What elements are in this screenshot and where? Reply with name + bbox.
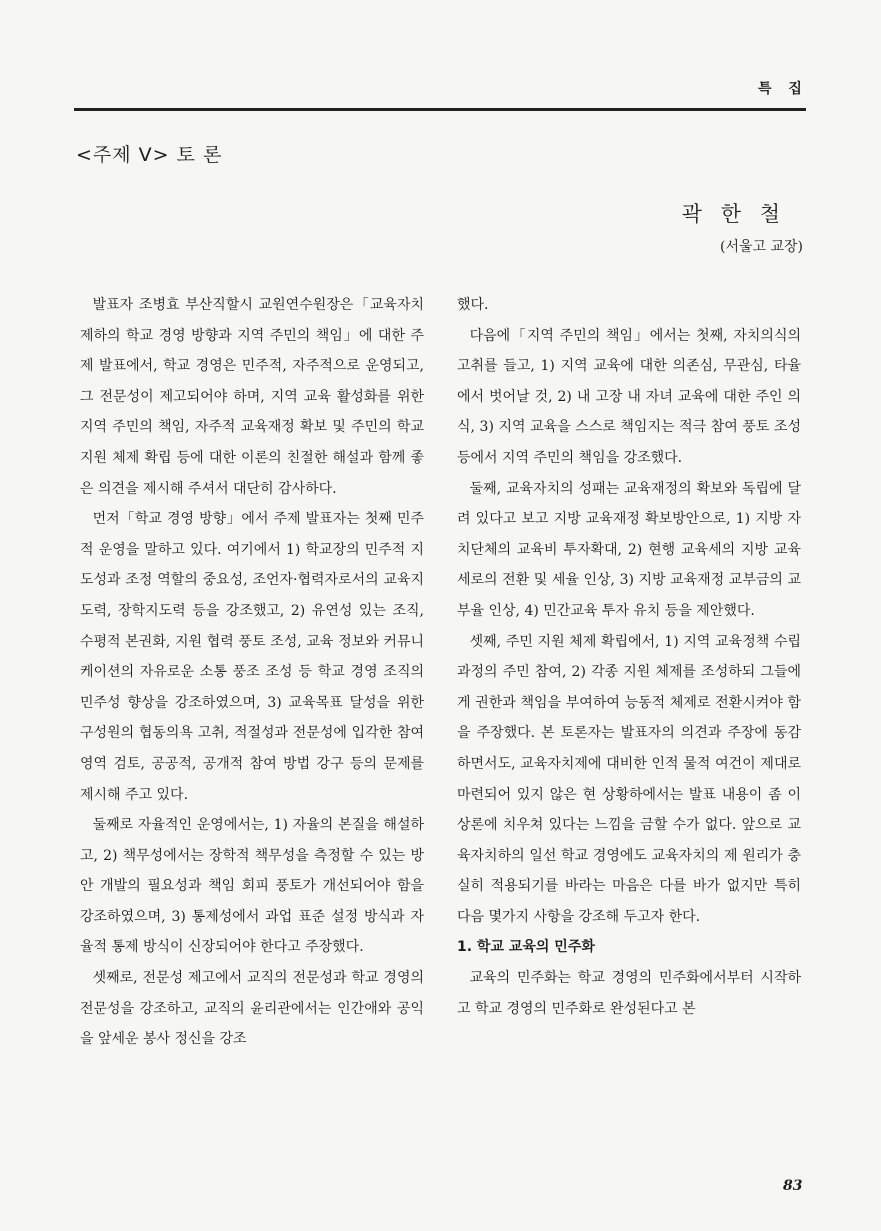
paragraph: 셋째, 주민 지원 체제 확립에서, 1) 지역 교육정책 수립 과정의 주민 참여, 2) 각종 지원 체제를 조성하되 그들에게 권한과 책임을 부여하여 능동적 체제로 전환시켜야 함을 주장했다. 본 토론자는 발표자의 의견과 주장에 동감하면서도, 교육자치제에 대비한 인적 물적 여건이 제대로 마련되어 있지 않은 현 상황하에서는 발표 내용이 좀 이상론에 치우쳐 있다는 느낌을 금할 수가 없다. 앞으로 교육자치하의 일선 학교 경영에도 교육자치의 제 원리가 충실히 적용되기를 바라는 마음은 다를 바가 없지만 특히 다음 몇가지 사항을 강조해 두고자 한다. bbox=[457, 633, 801, 925]
right-column bbox=[457, 290, 801, 1024]
paragraph: 둘째, 교육자치의 성패는 교육재정의 확보와 독립에 달려 있다고 보고 지방 교육재정 확보방안으로, 1) 지방 자치단체의 교육비 투자확대, 2) 현행 교육세의 지방 교육세로의 전환 및 세율 인상, 3) 지방 교육재정 교부금의 교부율 인상, 4) 민간교육 투자 유치 등을 제안했다. bbox=[457, 480, 801, 619]
section-title: <주제 V> 토 론 bbox=[76, 144, 223, 166]
author-name: 곽 한 철 bbox=[681, 202, 786, 226]
section-header-label: 특 집 bbox=[758, 81, 808, 97]
paragraph: 둘째로 자율적인 운영에서는, 1) 자율의 본질을 해설하고, 2) 책무성에서는 장학적 책무성을 측정할 수 있는 방안 개발의 필요성과 책임 회피 풍토가 개선되어야 함을 강조하였으며, 3) 통제성에서 과업 표준 설정 방식과 자율적 통제 방식이 신장되어야 한다고 주장했다. bbox=[80, 817, 424, 956]
paragraph: 다음에「지역 주민의 책임」에서는 첫째, 자치의식의 고취를 들고, 1) 지역 교육에 대한 의존심, 무관심, 타율에서 벗어날 것, 2) 내 고장 내 자녀 교육에 대한 주인 의식, 3) 지역 교육을 스스로 책임지는 적극 참여 풍토 조성 등에서 지역 주민의 책임을 강조했다. bbox=[457, 327, 801, 466]
paragraph: 교육의 민주화는 학교 경영의 민주화에서부터 시작하고 학교 경영의 민주화로 완성된다고 본 bbox=[457, 970, 801, 1017]
paragraph: 셋째로, 전문성 제고에서 교직의 전문성과 학교 경영의 전문성을 강조하고, 교직의 윤리관에서는 인간애와 공익을 앞세운 봉사 정신을 강조 bbox=[80, 970, 424, 1048]
paragraph: 먼저「학교 경영 방향」에서 주제 발표자는 첫째 민주적 운영을 말하고 있다. 여기에서 1) 학교장의 민주적 지도성과 조정 역할의 중요성, 조언자·협력자로서의 교육지도력, 장학지도력 등을 강조했고, 2) 유연성 있는 조직, 수평적 본권화, 지원 협력 풍토 조성, 교육 정보와 커뮤니케이션의 자유로운 소통 풍조 조성 등 학교 경영 조직의 민주성 향상을 강조하였으며, 3) 교육목표 달성을 위한 구성원의 협동의욕 고취, 적절성과 전문성에 입각한 참여 영역 검토, 공공적, 공개적 참여 방법 강구 등의 문제를 제시해 주고 있다. bbox=[80, 511, 424, 803]
subheading: 1. 학교 교육의 민주화 bbox=[457, 939, 595, 956]
header-rule bbox=[74, 108, 806, 111]
page-number: 83 bbox=[783, 1178, 803, 1194]
author-affiliation: (서울고 교장) bbox=[720, 239, 803, 255]
left-column bbox=[80, 290, 424, 1055]
paragraph: 발표자 조병효 부산직할시 교원연수원장은「교육자치제하의 학교 경영 방향과 지역 주민의 책임」에 대한 주제 발표에서, 학교 경영은 민주적, 자주적으로 운영되고, 그 전문성이 제고되어야 하며, 지역 교육 활성화를 위한 지역 주민의 책임, 자주적 교육재정 확보 및 주민의 학교 지원 체제 확립 등에 대한 이론의 친절한 해설과 함께 좋은 의견을 제시해 주셔서 대단히 감사하다. bbox=[80, 297, 424, 497]
paragraph-continuation: 했다. bbox=[457, 297, 489, 313]
